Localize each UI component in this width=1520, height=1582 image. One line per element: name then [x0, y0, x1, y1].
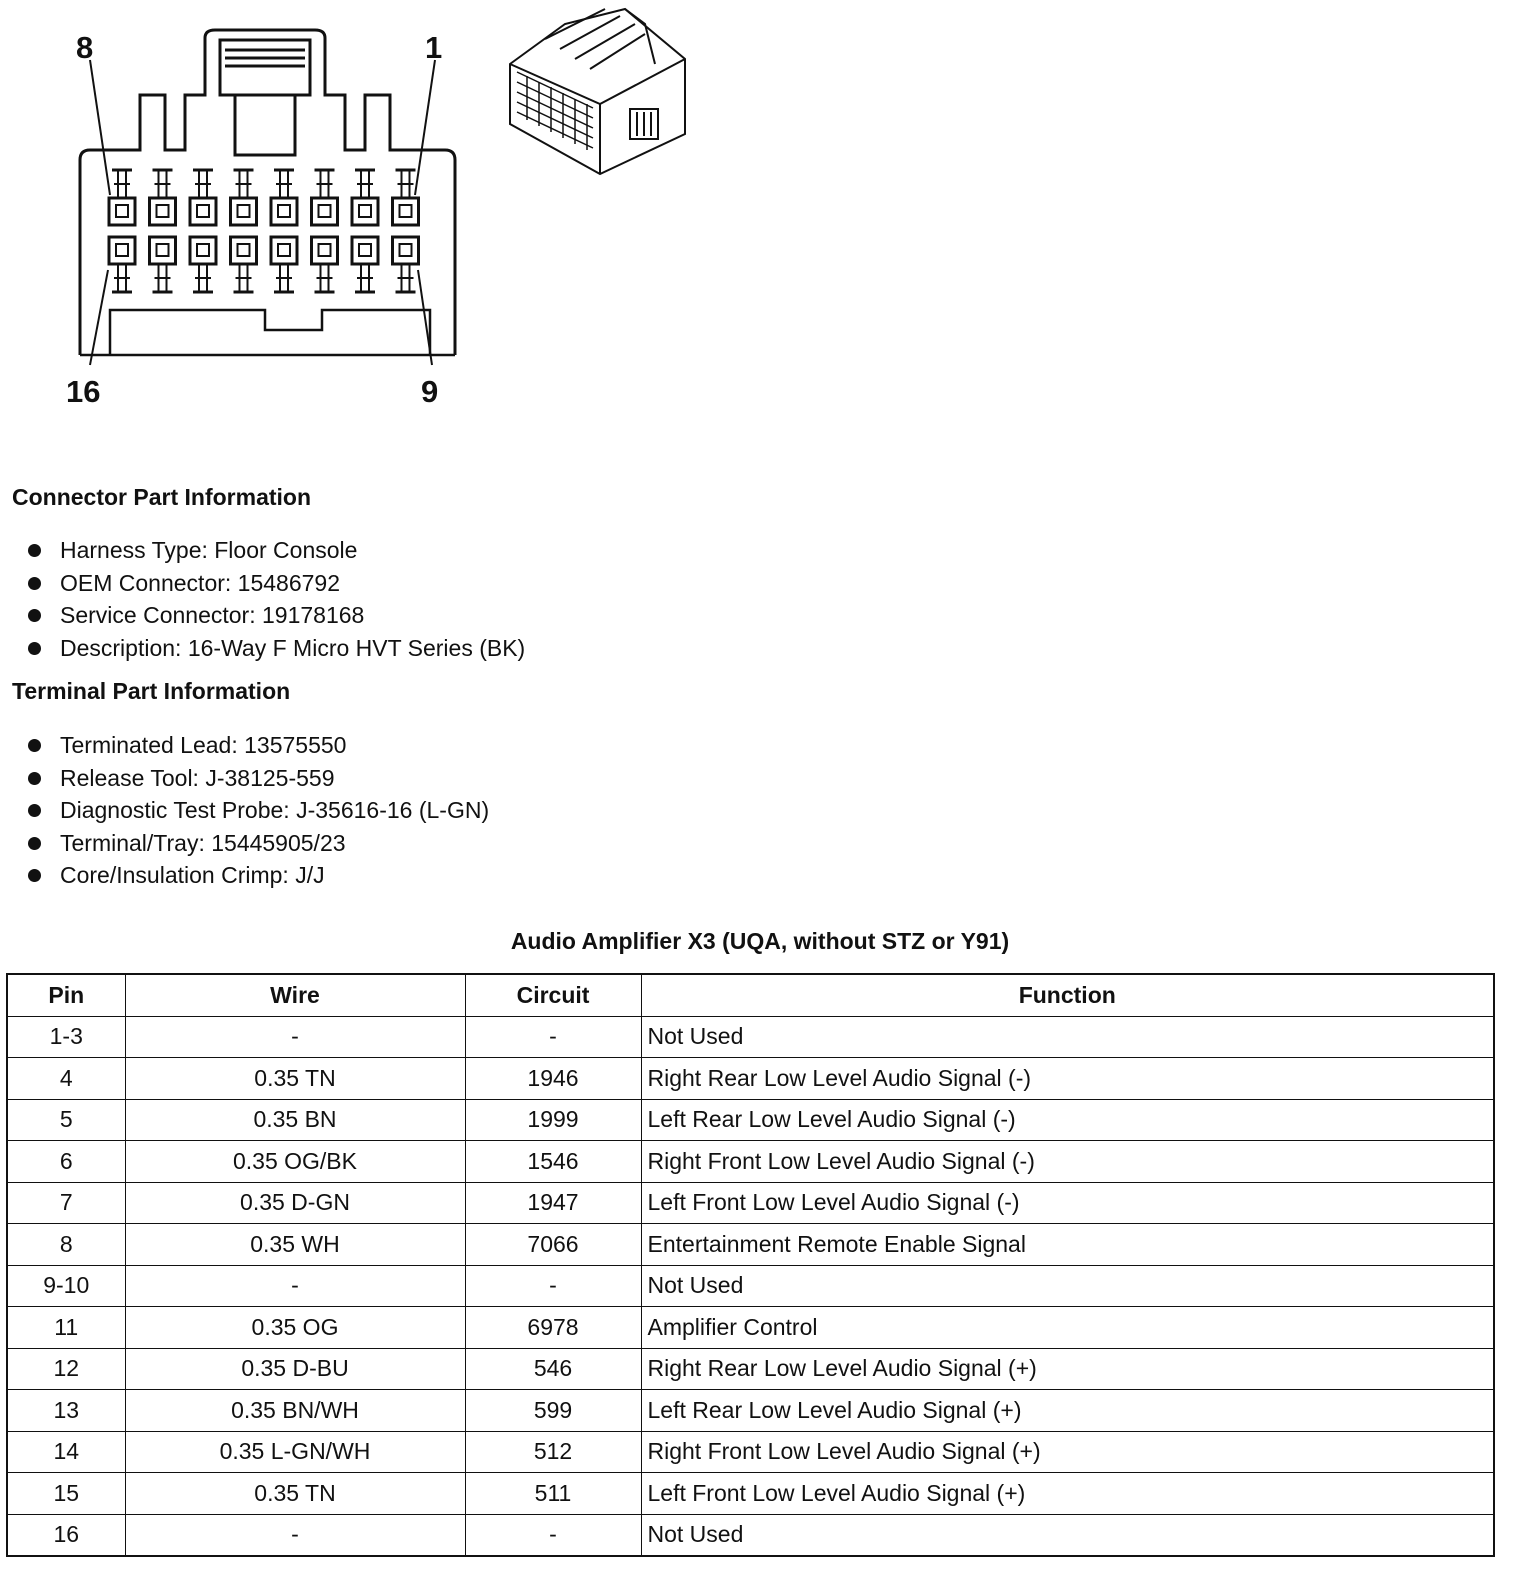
info-list-item [28, 599, 525, 632]
info-item-text: Harness Type: Floor Console [60, 537, 358, 563]
cell-pin: 7 [7, 1182, 125, 1224]
connector-face-drawing [60, 20, 480, 400]
bullet-icon [28, 772, 41, 785]
pin-label-9: 9 [421, 374, 439, 409]
bullet-icon [28, 544, 41, 557]
cell-pin: 8 [7, 1224, 125, 1266]
info-list-item [28, 567, 525, 600]
info-item-text: Service Connector: 19178168 [60, 602, 365, 628]
table-row [7, 1224, 1494, 1266]
cell-wire: 0.35 D-BU [125, 1348, 465, 1390]
cell-circuit: 546 [465, 1348, 641, 1390]
cell-pin: 5 [7, 1099, 125, 1141]
table-header-row [7, 974, 1494, 1016]
table-row [7, 1141, 1494, 1183]
cell-pin: 1-3 [7, 1016, 125, 1058]
table-row [7, 1514, 1494, 1556]
bullet-icon [28, 609, 41, 622]
cell-circuit: 1947 [465, 1182, 641, 1224]
cell-wire: - [125, 1265, 465, 1307]
table-row [7, 1307, 1494, 1349]
cell-function: Not Used [641, 1514, 1494, 1556]
header-wire: Wire [125, 974, 465, 1016]
cell-pin: 14 [7, 1431, 125, 1473]
cell-function: Right Front Low Level Audio Signal (-) [641, 1141, 1494, 1183]
cell-circuit: 6978 [465, 1307, 641, 1349]
info-list-item [28, 794, 489, 827]
cell-wire: 0.35 L-GN/WH [125, 1431, 465, 1473]
cell-wire: 0.35 BN [125, 1099, 465, 1141]
cell-function: Left Rear Low Level Audio Signal (+) [641, 1390, 1494, 1432]
connector-part-heading: Connector Part Information [12, 484, 312, 510]
cell-wire: 0.35 WH [125, 1224, 465, 1266]
cavity-pin-9 [393, 237, 419, 292]
cavity-pin-12 [271, 237, 297, 292]
table-row [7, 1431, 1494, 1473]
table-title: Audio Amplifier X3 (UQA, without STZ or Y91) [510, 928, 1010, 954]
cell-circuit: 1999 [465, 1099, 641, 1141]
bullet-icon [28, 804, 41, 817]
cell-circuit: 512 [465, 1431, 641, 1473]
cell-wire: - [125, 1016, 465, 1058]
bullet-icon [28, 642, 41, 655]
terminal-part-list [28, 729, 489, 892]
cavity-pin-10 [352, 237, 378, 292]
bullet-icon [28, 577, 41, 590]
cavity-pin-5 [231, 170, 257, 225]
header-function: Function [641, 974, 1494, 1016]
cell-wire: 0.35 TN [125, 1473, 465, 1515]
cell-function: Left Front Low Level Audio Signal (+) [641, 1473, 1494, 1515]
cell-pin: 16 [7, 1514, 125, 1556]
cell-function: Right Rear Low Level Audio Signal (+) [641, 1348, 1494, 1390]
cell-circuit: - [465, 1016, 641, 1058]
cell-wire: 0.35 TN [125, 1058, 465, 1100]
info-list-item [28, 534, 525, 567]
table-row [7, 1016, 1494, 1058]
table-row [7, 1182, 1494, 1224]
cavity-pin-4 [271, 170, 297, 225]
cell-function: Entertainment Remote Enable Signal [641, 1224, 1494, 1266]
bullet-icon [28, 837, 41, 850]
cell-function: Right Front Low Level Audio Signal (+) [641, 1431, 1494, 1473]
table-row [7, 1265, 1494, 1307]
cell-circuit: 7066 [465, 1224, 641, 1266]
connector-face-diagram [60, 20, 480, 405]
cell-function: Amplifier Control [641, 1307, 1494, 1349]
bullet-icon [28, 739, 41, 752]
info-item-text: Release Tool: J-38125-559 [60, 764, 335, 791]
bullet-icon [28, 869, 41, 882]
info-list-item [28, 762, 489, 795]
cell-wire: - [125, 1514, 465, 1556]
info-item-text: Description: 16-Way F Micro HVT Series (BK) [60, 634, 526, 661]
info-list-item [28, 827, 489, 860]
info-list-item [28, 729, 489, 762]
cavity-pin-3 [312, 170, 338, 225]
cavity-pin-7 [150, 170, 176, 225]
connector-isometric-drawing [505, 4, 695, 184]
cell-pin: 11 [7, 1307, 125, 1349]
cavity-pin-11 [312, 237, 338, 292]
cavity-pin-1 [393, 170, 419, 225]
cell-pin: 6 [7, 1141, 125, 1183]
cell-circuit: - [465, 1265, 641, 1307]
cell-pin: 13 [7, 1390, 125, 1432]
table-row [7, 1390, 1494, 1432]
terminal-part-heading: Terminal Part Information [12, 678, 291, 704]
info-item-text: Diagnostic Test Probe: J-35616-16 (L-GN) [60, 797, 490, 823]
table-row [7, 1099, 1494, 1141]
table-row [7, 1473, 1494, 1515]
cell-wire: 0.35 BN/WH [125, 1390, 465, 1432]
cell-function: Not Used [641, 1265, 1494, 1307]
pin-label-1: 1 [425, 30, 443, 65]
cell-circuit: - [465, 1514, 641, 1556]
pin-label-8: 8 [76, 30, 94, 65]
cell-pin: 9-10 [7, 1265, 125, 1307]
cell-circuit: 599 [465, 1390, 641, 1432]
cavity-pin-15 [150, 237, 176, 292]
cavity-pin-13 [231, 237, 257, 292]
info-list-item [28, 632, 525, 665]
cavity-pin-16 [109, 237, 135, 292]
cell-circuit: 1946 [465, 1058, 641, 1100]
cavity-pin-2 [352, 170, 378, 225]
cell-wire: 0.35 OG [125, 1307, 465, 1349]
cell-circuit: 511 [465, 1473, 641, 1515]
cell-circuit: 1546 [465, 1141, 641, 1183]
cell-pin: 12 [7, 1348, 125, 1390]
cell-pin: 15 [7, 1473, 125, 1515]
table-row [7, 1348, 1494, 1390]
cavity-pin-14 [190, 237, 216, 292]
cell-function: Left Front Low Level Audio Signal (-) [641, 1182, 1494, 1224]
header-pin: Pin [7, 974, 125, 1016]
cell-function: Not Used [641, 1016, 1494, 1058]
info-list-item [28, 859, 489, 892]
header-circuit: Circuit [465, 974, 641, 1016]
cell-wire: 0.35 D-GN [125, 1182, 465, 1224]
info-item-text: Terminated Lead: 13575550 [60, 732, 347, 758]
cavity-pin-6 [190, 170, 216, 225]
cavity-pin-8 [109, 170, 135, 225]
info-item-text: OEM Connector: 15486792 [60, 569, 341, 596]
cell-pin: 4 [7, 1058, 125, 1100]
cell-function: Right Rear Low Level Audio Signal (-) [641, 1058, 1494, 1100]
table-row [7, 1058, 1494, 1100]
cell-wire: 0.35 OG/BK [125, 1141, 465, 1183]
pin-table [6, 973, 1495, 1557]
pin-label-16: 16 [66, 374, 101, 409]
info-item-text: Core/Insulation Crimp: J/J [60, 862, 325, 888]
connector-part-list [28, 534, 525, 664]
cell-function: Left Rear Low Level Audio Signal (-) [641, 1099, 1494, 1141]
info-item-text: Terminal/Tray: 15445905/23 [60, 829, 346, 856]
